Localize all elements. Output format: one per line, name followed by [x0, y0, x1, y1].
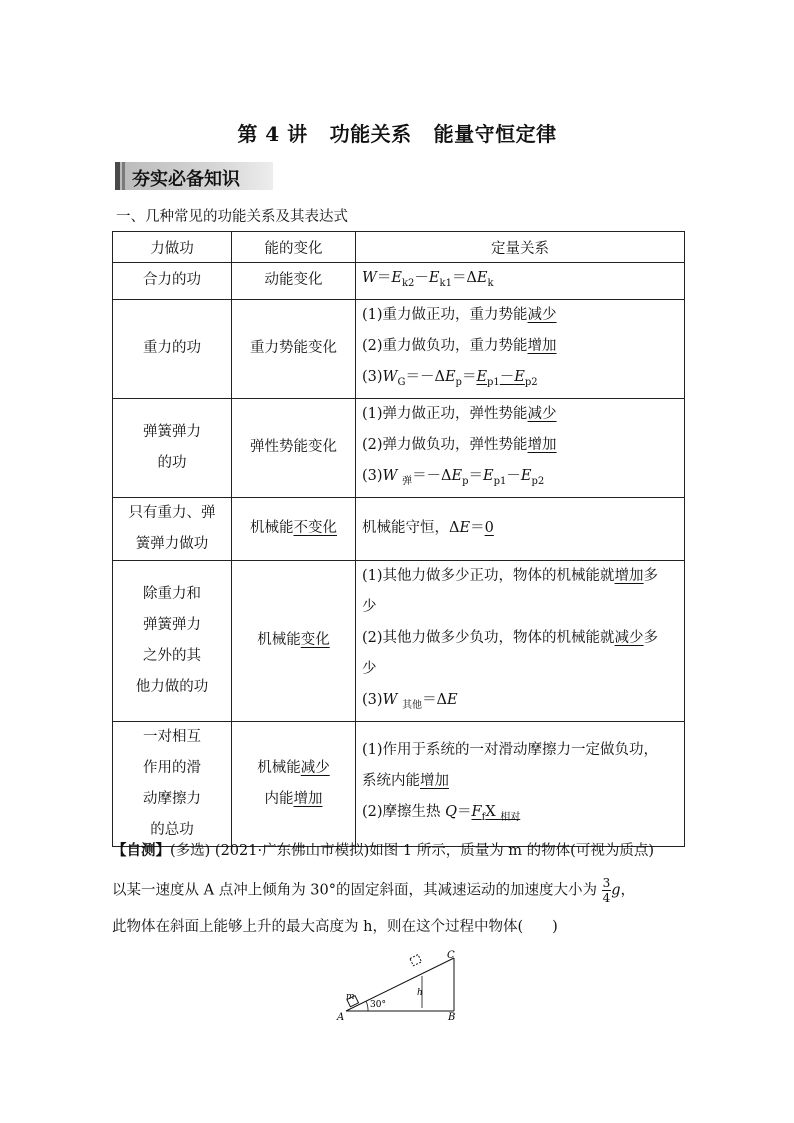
cell-force: 只有重力、弹 簧弹力做功	[113, 497, 232, 560]
cell-force: 合力的功	[113, 263, 232, 300]
header-energy: 能的变化	[232, 232, 356, 263]
angle-label: 30°	[370, 1000, 386, 1010]
cell-force: 弹簧弹力 的功	[113, 398, 232, 497]
cell-relation: (1)弹力做正功，弹性势能减少 (2)弹力做负功，弹性势能增加 (3)W $_弹=-\Delta E_p=E_{p1}-E_{p2}$	[356, 398, 685, 497]
question-text-1: (多选) (2021·广东佛山市模拟)如图 1 所示，质量为 m 的物体(可视为质点)	[170, 843, 654, 859]
cell-energy: 弹性势能变化	[232, 398, 356, 497]
fraction-numerator: 3	[602, 876, 611, 890]
page-title	[0, 118, 794, 147]
table-row	[113, 560, 685, 721]
table-row	[113, 263, 685, 300]
question-line-3	[112, 916, 558, 938]
table-row	[113, 299, 685, 398]
question-line-2: 以某一速度从 A 点冲上倾角为 30°的固定斜面，其减速运动的加速度大小为 $\frac{3}{4}$ g，	[112, 876, 636, 905]
question-line-1	[112, 840, 654, 862]
question-text-3: 此物体在斜面上能够上升的最大高度为 h，则在这个过程中物体( )	[112, 919, 558, 935]
table-row	[113, 721, 685, 846]
function-energy-table	[112, 231, 685, 847]
height-label: h	[417, 988, 423, 998]
acceleration-fraction	[602, 876, 612, 905]
cell-force: 一对相互 作用的滑 动摩擦力 的总功	[113, 721, 232, 846]
cell-relation: (1)作用于系统的一对滑动摩擦力一定做负功， 系统内能增加 (2)摩擦生热 $Q=F_fX$ $_{相对}$	[356, 721, 685, 846]
incline-figure	[330, 948, 470, 1023]
question-tag: 【自测】	[112, 842, 170, 859]
section-heading: 一、几种常见的功能关系及其表达式	[116, 209, 348, 225]
fraction-variable: g	[611, 882, 621, 899]
block-at-top	[410, 955, 422, 966]
incline-slope	[346, 958, 454, 1011]
cell-force: 重力的功	[113, 299, 232, 398]
cell-relation: (1)其他力做多少正功，物体的机械能就增加多 少 (2)其他力做多少负功，物体的机械能就减少多 少 (3)W $_{其他}$＝ΔE	[356, 560, 685, 721]
lecture-number: 第 4 讲	[237, 122, 308, 146]
table-row	[113, 497, 685, 560]
header-relation: 定量关系	[356, 232, 685, 263]
cell-relation: 机械能守恒，ΔE＝0	[356, 497, 685, 560]
mass-label: m	[346, 992, 355, 1002]
cell-force: 除重力和 弹簧弹力 之外的其 他力做的功	[113, 560, 232, 721]
question-text-2: 以某一速度从 A 点冲上倾角为 30°的固定斜面，其减速运动的加速度大小为	[112, 882, 597, 899]
angle-arc	[366, 1001, 368, 1011]
cell-relation: $W=E_{k2}-E_{k1}=\Delta E_k$	[356, 263, 685, 300]
cell-energy: 动能变化	[232, 263, 356, 300]
cell-energy: 机械能不变化	[232, 497, 356, 560]
banner-accent-bar	[115, 162, 120, 190]
point-a-label: A	[337, 1012, 345, 1023]
lecture-topic-1: 功能关系	[329, 122, 412, 146]
lecture-topic-2: 能量守恒定律	[433, 122, 557, 146]
banner-accent-bar-thin	[122, 162, 125, 190]
cell-relation: (1)重力做正功，重力势能减少 (2)重力做负功，重力势能增加 $(3)W_G=-\Delta E_p=E_{p1}-E_{p2}$	[356, 299, 685, 398]
point-c-label: C	[447, 950, 455, 961]
fraction-denominator: 4	[602, 891, 611, 905]
cell-energy: 重力势能变化	[232, 299, 356, 398]
point-b-label: B	[448, 1012, 456, 1023]
section-banner	[115, 162, 273, 190]
cell-energy: 机械能减少 内能增加	[232, 721, 356, 846]
banner-label: 夯实必备知识	[132, 169, 240, 190]
table-row	[113, 398, 685, 497]
header-force: 力做功	[113, 232, 232, 263]
table-header-row	[113, 232, 685, 263]
cell-energy: 机械能变化	[232, 560, 356, 721]
